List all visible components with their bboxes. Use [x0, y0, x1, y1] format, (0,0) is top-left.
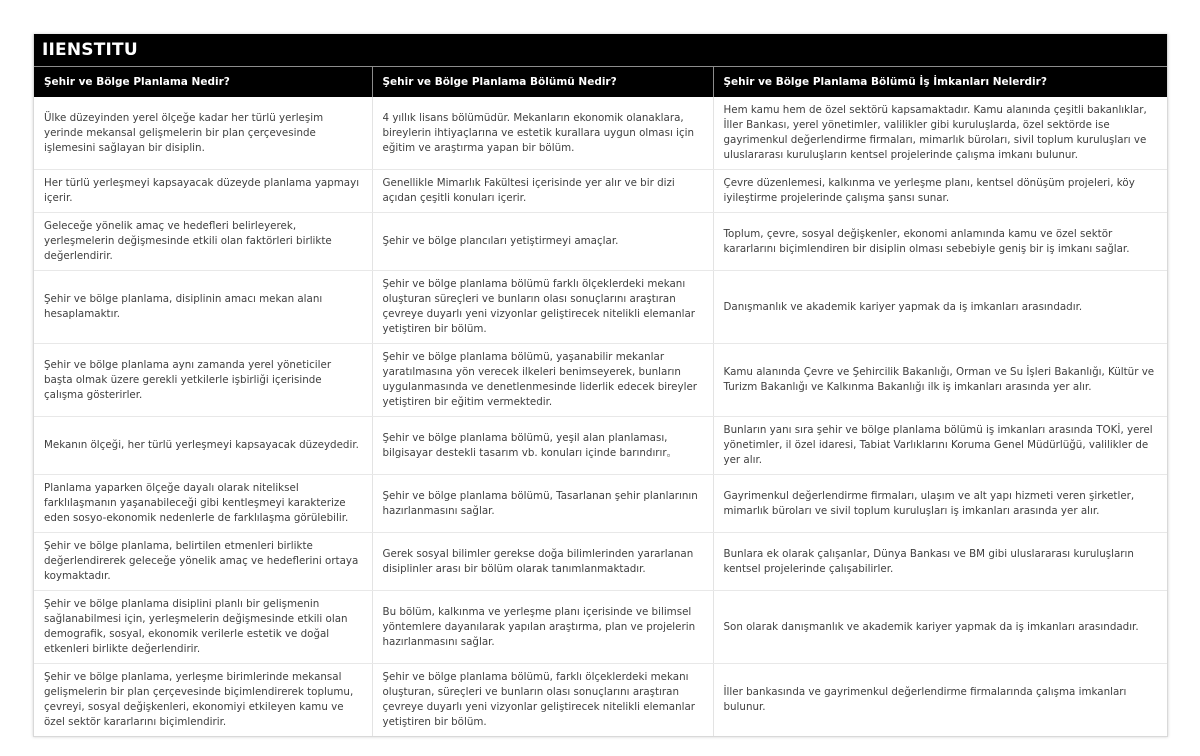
- table-cell: 4 yıllık lisans bölümüdür. Mekanların ekonomik olanaklara, bireylerin ihtiyaçlarına ve estetik kurallara uygun olması için eğitim ve araştırma yapan bir bölüm.: [372, 97, 713, 170]
- table-row: [34, 97, 1167, 170]
- brand-title: IIENSTITU: [34, 34, 1167, 67]
- table-cell: Şehir ve bölge planlama aynı zamanda yerel yöneticiler başta olmak üzere gerekli yetkilerle işbirliği içerisinde çalışma gösterirler.: [34, 344, 372, 417]
- table-cell: Hem kamu hem de özel sektörü kapsamaktadır. Kamu alanında çeşitli bakanlıklar, İller Bankası, yerel yönetimler, valilikler gibi kuruluşlarda, özel sektörde ise gayrimenkul değerlendirme firmaları, mimarlık büroları, sivil toplum kuruluşları ve uluslararası kuruluşların kentsel projelerinde çalışma imkanı bulunur.: [713, 97, 1167, 170]
- table-row: [34, 664, 1167, 737]
- comparison-table-container: [33, 34, 1168, 737]
- table-cell: Şehir ve bölge planlama bölümü farklı ölçeklerdeki mekanı oluşturan süreçleri ve bunların olası sonuçlarını araştıran çevreye duyarlı yeni vizyonlar geliştirecek nitelikli elemanlar yetiştiren bir bölüm.: [372, 271, 713, 344]
- header-row: [34, 67, 1167, 97]
- table-cell: Kamu alanında Çevre ve Şehircilik Bakanlığı, Orman ve Su İşleri Bakanlığı, Kültür ve Turizm Bakanlığı ve Kalkınma Bakanlığı ilk iş imkanları arasında yer alır.: [713, 344, 1167, 417]
- table-cell: Toplum, çevre, sosyal değişkenler, ekonomi anlamında kamu ve özel sektör kararlarını biçimlendiren bir disiplin olması sebebiyle geniş bir iş imkanı sağlar.: [713, 213, 1167, 271]
- table-cell: Geleceğe yönelik amaç ve hedefleri belirleyerek, yerleşmelerin değişmesinde etkili olan faktörleri birlikte değerlendirir.: [34, 213, 372, 271]
- table-cell: Şehir ve bölge plancıları yetiştirmeyi amaçlar.: [372, 213, 713, 271]
- table-row: [34, 344, 1167, 417]
- table-cell: Son olarak danışmanlık ve akademik kariyer yapmak da iş imkanları arasındadır.: [713, 591, 1167, 664]
- table-cell: Şehir ve bölge planlama, disiplinin amacı mekan alanı hesaplamaktır.: [34, 271, 372, 344]
- table-cell: Gerek sosyal bilimler gerekse doğa bilimlerinden yararlanan disiplinler arası bir bölüm olarak tanımlanmaktadır.: [372, 533, 713, 591]
- table-cell: Şehir ve bölge planlama, yerleşme birimlerinde mekansal gelişmelerin bir plan çerçevesinde biçimlendirerek toplumu, çevreyi, sosyal değişkenleri, ekonomiyi etkileyen kamu ve özel sektör kararlarını biçimlendirir.: [34, 664, 372, 737]
- table-cell: Çevre düzenlemesi, kalkınma ve yerleşme planı, kentsel dönüşüm projeleri, köy iyileştirme projelerinde çalışma şansı sunar.: [713, 170, 1167, 213]
- table-row: [34, 417, 1167, 475]
- table-cell: İller bankasında ve gayrimenkul değerlendirme firmalarında çalışma imkanları bulunur.: [723, 686, 1127, 713]
- table-row: [34, 533, 1167, 591]
- table-row: [34, 170, 1167, 213]
- table-cell: Şehir ve bölge planlama bölümü, yeşil alan planlaması, bilgisayar destekli tasarım vb. konuları içinde barındırır。: [372, 417, 713, 475]
- table-cell: Şehir ve bölge planlama, belirtilen etmenleri birlikte değerlendirerek geleceğe yönelik amaç ve hedeflerini ortaya koymaktadır.: [34, 533, 372, 591]
- table-cell: Bunlara ek olarak çalışanlar, Dünya Bankası ve BM gibi uluslararası kuruluşların kentsel projelerinde çalışabilirler.: [713, 533, 1167, 591]
- table-cell: Şehir ve bölge planlama bölümü, yaşanabilir mekanlar yaratılmasına yön verecek ilkeleri benimseyerek, bunların uygulanmasında ve denetlenmesinde liderlik edecek bireyler yetiştiren bir eğitim vermektedir.: [372, 344, 713, 417]
- table-cell: Her türlü yerleşmeyi kapsayacak düzeyde planlama yapmayı içerir.: [34, 170, 372, 213]
- table-cell: Bunların yanı sıra şehir ve bölge planlama bölümü iş imkanları arasında TOKİ, yerel yönetimler, il özel idaresi, Tabiat Varlıklarını Koruma Genel Müdürlüğü, valilikler de yer alır.: [713, 417, 1167, 475]
- table-row: [34, 271, 1167, 344]
- table-cell: Bu bölüm, kalkınma ve yerleşme planı içerisinde ve bilimsel yöntemlere dayanılarak yapılan araştırma, plan ve projelerin hazırlanmasını sağlar.: [372, 591, 713, 664]
- table-cell: Danışmanlık ve akademik kariyer yapmak da iş imkanları arasındadır.: [713, 271, 1167, 344]
- table-cell: Şehir ve bölge planlama bölümü, farklı ölçeklerdeki mekanı oluşturan, süreçleri ve bunların olası sonuçlarını araştıran çevreye duyarlı yeni vizyonlar geliştirecek nitelikli elemanlar yetiştiren bir bölüm.: [372, 664, 713, 737]
- table-row: [34, 591, 1167, 664]
- comparison-table: [34, 67, 1167, 736]
- table-cell: Mekanın ölçeği, her türlü yerleşmeyi kapsayacak düzeydedir.: [34, 417, 372, 475]
- table-cell: Ülke düzeyinden yerel ölçeğe kadar her türlü yerleşim yerinde mekansal gelişmelerin bir plan çerçevesinde işlemesini sağlayan bir disiplin.: [34, 97, 372, 170]
- table-cell: Planlama yaparken ölçeğe dayalı olarak niteliksel farklılaşmanın yaşanabileceği gibi kentleşmeyi karakterize eden sosyo-ekonomik nedenlerle de farklılaşma görülebilir.: [34, 475, 372, 533]
- column-header-careers: Şehir ve Bölge Planlama Bölümü İş İmkanları Nelerdir?: [713, 67, 1167, 97]
- table-row: [34, 213, 1167, 271]
- table-row: [34, 475, 1167, 533]
- table-cell: Genellikle Mimarlık Fakültesi içerisinde yer alır ve bir dizi açıdan çeşitli konuları içerir.: [372, 170, 713, 213]
- table-cell: Gayrimenkul değerlendirme firmaları, ulaşım ve alt yapı hizmeti veren şirketler, mimarlık büroları ve sivil toplum kuruluşları iş imkanları arasında yer alır.: [713, 475, 1167, 533]
- column-header-department: Şehir ve Bölge Planlama Bölümü Nedir?: [372, 67, 713, 97]
- column-header-what-is: Şehir ve Bölge Planlama Nedir?: [34, 67, 372, 97]
- table-cell: Şehir ve bölge planlama disiplini planlı bir gelişmenin sağlanabilmesi için, yerleşmelerin değişmesinde etkili olan demografik, sosyal, ekonomik verilerle estetik ve doğal etkenleri birlikte değerlendirir.: [34, 591, 372, 664]
- table-cell: Şehir ve bölge planlama bölümü, Tasarlanan şehir planlarının hazırlanmasını sağlar.: [372, 475, 713, 533]
